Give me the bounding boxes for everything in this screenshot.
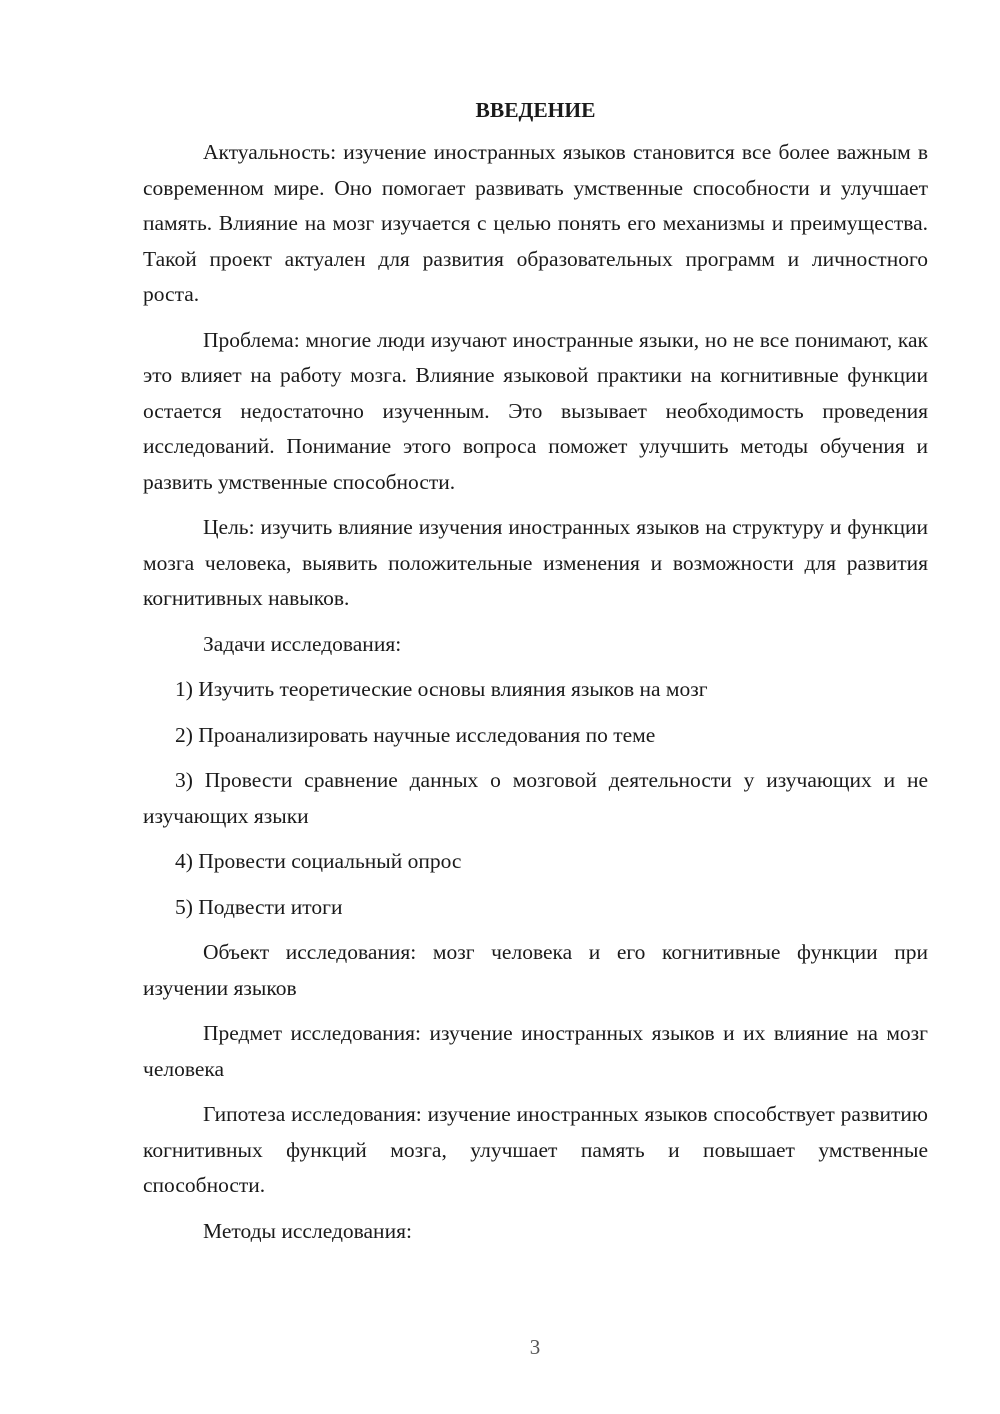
methods-heading: Методы исследования:: [203, 1218, 412, 1243]
problem-paragraph: Проблема: многие люди изучают иностранные языки, но не все понимают, как это влияет на работу мозга. Влияние языковой практики на когнитивные функции остается недостаточно изученным. Это вызывает необходимость проведения исследований. Понимание этого вопроса поможет улучшить методы обучения и развить умственные способности.: [143, 327, 928, 494]
subject-paragraph: Предмет исследования: изучение иностранных языков и их влияние на мозг человека: [143, 1021, 928, 1081]
task-item-1: 1) Изучить теоретические основы влияния языков на мозг: [175, 677, 708, 701]
section-title: ВВЕДЕНИЕ: [475, 98, 596, 122]
document-body: [143, 95, 928, 1259]
task-item-2: 2) Проанализировать научные исследования по теме: [175, 722, 656, 747]
page-number: 3: [529, 1335, 541, 1359]
relevance-paragraph: Актуальность: изучение иностранных языков становится все более важным в современном мире. Оно помогает развивать умственные способности и улучшает память. Влияние на мозг изучается с целью понять его механизмы и преимущества. Такой проект актуален для развития образовательных программ и личностного роста.: [143, 140, 928, 306]
object-paragraph: Объект исследования: мозг человека и его когнитивные функции при изучении языков: [143, 940, 928, 1000]
hypothesis-paragraph: Гипотеза исследования: изучение иностранных языков способствует развитию когнитивных функций мозга, улучшает память и повышает умственные способности.: [143, 1102, 928, 1197]
goal-paragraph: Цель: изучить влияние изучения иностранных языков на структуру и функции мозга человека, выявить положительные изменения и возможности для развития когнитивных навыков.: [143, 515, 928, 610]
task-item-4: 4) Провести социальный опрос: [175, 849, 462, 873]
tasks-heading: Задачи исследования:: [203, 631, 402, 656]
task-item-3: 3) Провести сравнение данных о мозговой деятельности у изучающих и не изучающих языки: [143, 768, 928, 828]
task-item-5: 5) Подвести итоги: [175, 894, 343, 919]
